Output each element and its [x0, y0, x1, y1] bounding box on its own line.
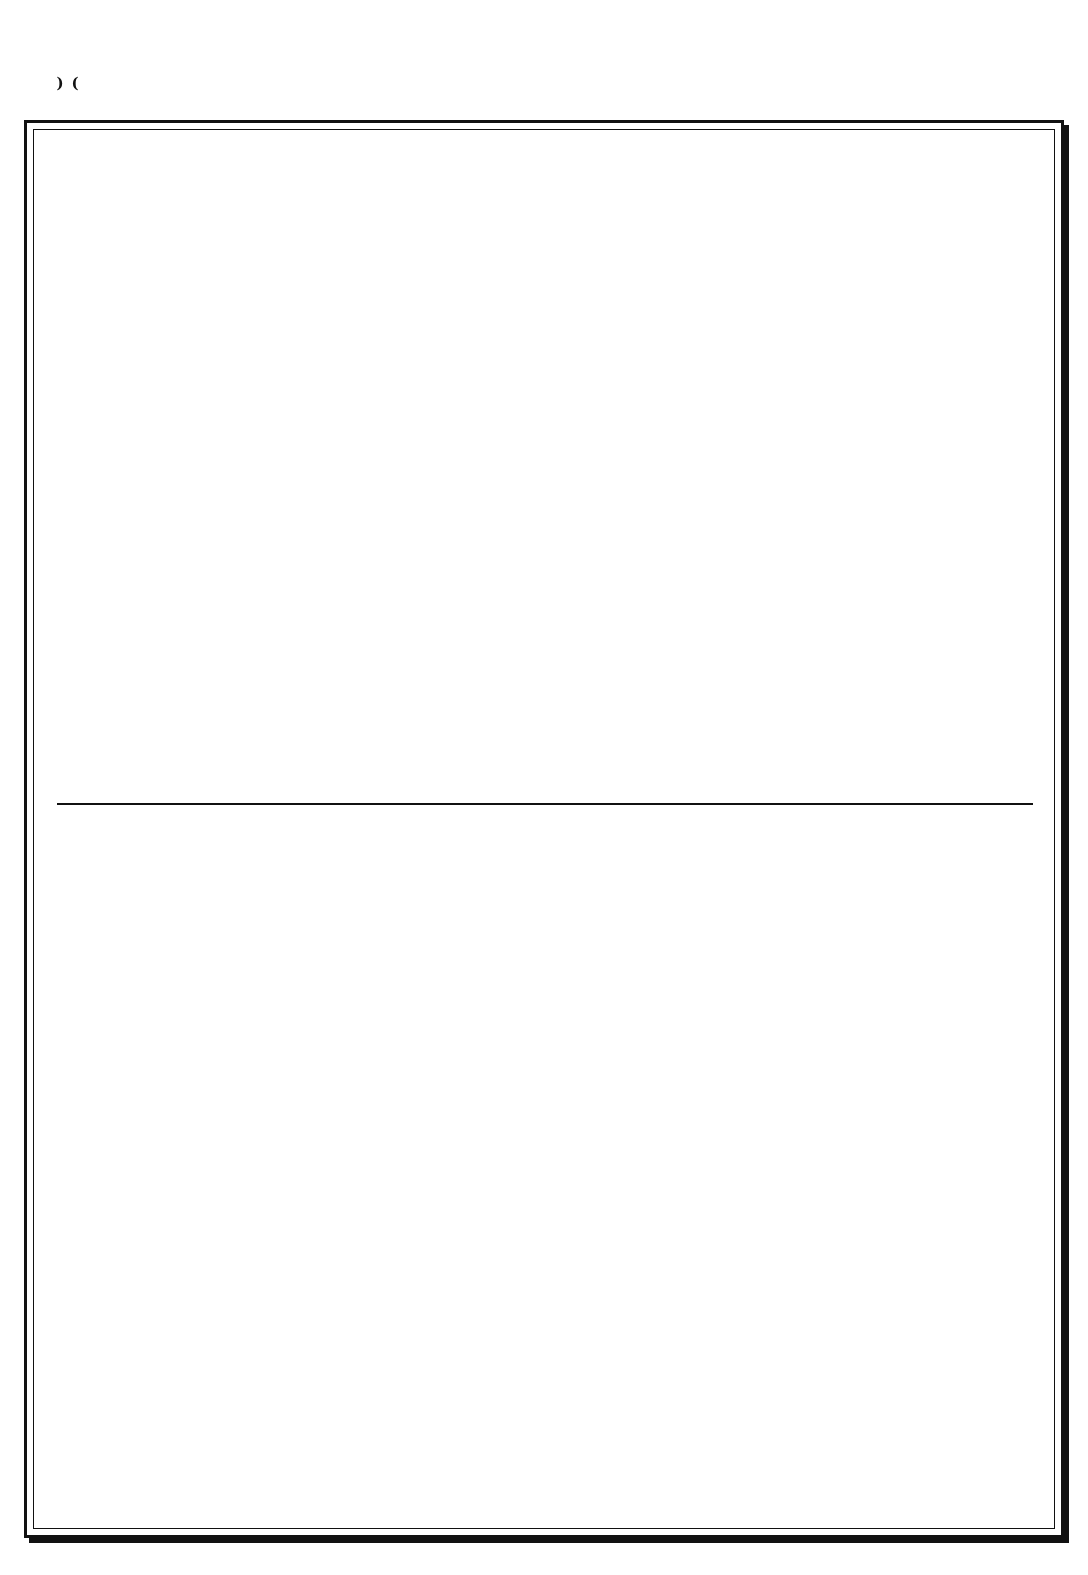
- bottom-article-region: [61, 815, 1029, 1527]
- top-article-region: [61, 135, 1029, 795]
- masthead: [0, 52, 1088, 114]
- page-number: [52, 74, 82, 92]
- page-border: [24, 120, 1064, 1538]
- section-divider: [57, 803, 1033, 805]
